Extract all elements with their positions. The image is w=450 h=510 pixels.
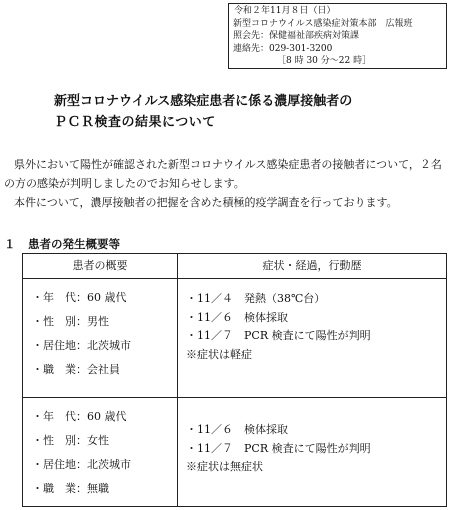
history-item: ・11／７ PCR 検査にて陽性が判明	[186, 441, 371, 455]
body-paragraph-1: 県外において陽性が確認された新型コロナウイルス感染症患者の接触者について，２名の方の感染が判明しましたのでお知らせします。	[4, 158, 442, 190]
profile-age: ・年 代：60 歳代	[32, 410, 127, 423]
symptoms-history-cell	[178, 398, 447, 507]
header-symptoms-history: 症状・経過，行動歴	[178, 254, 447, 279]
patient-table	[22, 253, 447, 507]
history-item: ・11／６ 検体採取	[186, 310, 288, 324]
profile-occupation: ・職 業：無職	[32, 482, 109, 495]
history-item: ・11／４ 発熱（38℃台）	[186, 292, 326, 305]
table-row	[23, 398, 447, 507]
symptoms-history-cell	[178, 279, 447, 398]
profile-sex: ・性 別：男性	[32, 315, 109, 328]
contact-info-box	[228, 3, 447, 69]
issuer: 新型コロナウイルス感染症対策本部 広報班	[233, 18, 413, 29]
contact-hours: ［8 時 30 分～22 時］	[277, 56, 372, 67]
title-line-2: ＰＣＲ検査の結果について	[54, 115, 216, 130]
history-note: ※症状は無症状	[186, 460, 263, 473]
body-paragraph-2: 本件について，濃厚接触者の把握を含めた積極的疫学調査を行っております。	[14, 196, 398, 209]
release-date: 令和２年11月８日（日）	[234, 6, 336, 16]
table-row	[23, 279, 447, 398]
contact-department: 照会先：保健福祉部疾病対策課	[233, 31, 360, 42]
profile-sex: ・性 別：女性	[32, 434, 109, 447]
history-item: ・11／７ PCR 検査にて陽性が判明	[186, 329, 371, 342]
history-item: ・11／６ 検体採取	[186, 423, 288, 436]
contact-phone: 連絡先：029-301-3200	[233, 43, 333, 54]
profile-age: ・年 代：60 歳代	[32, 291, 127, 304]
history-note: ※症状は軽症	[186, 347, 252, 361]
header-patient-profile: 患者の概要	[23, 254, 178, 279]
profile-residence: ・居住地：北茨城市	[32, 458, 131, 471]
patient-profile-cell	[23, 398, 178, 507]
section-number: １	[4, 237, 16, 251]
table-header-row	[23, 254, 447, 279]
patient-profile-cell	[23, 279, 178, 398]
section-title: 患者の発生概要等	[28, 237, 120, 251]
profile-residence: ・居住地：北茨城市	[32, 339, 131, 352]
section-heading	[4, 236, 120, 252]
title-line-1: 新型コロナウイルス感染症患者に係る濃厚接触者の	[54, 94, 353, 109]
profile-occupation: ・職 業：会社員	[32, 363, 120, 376]
